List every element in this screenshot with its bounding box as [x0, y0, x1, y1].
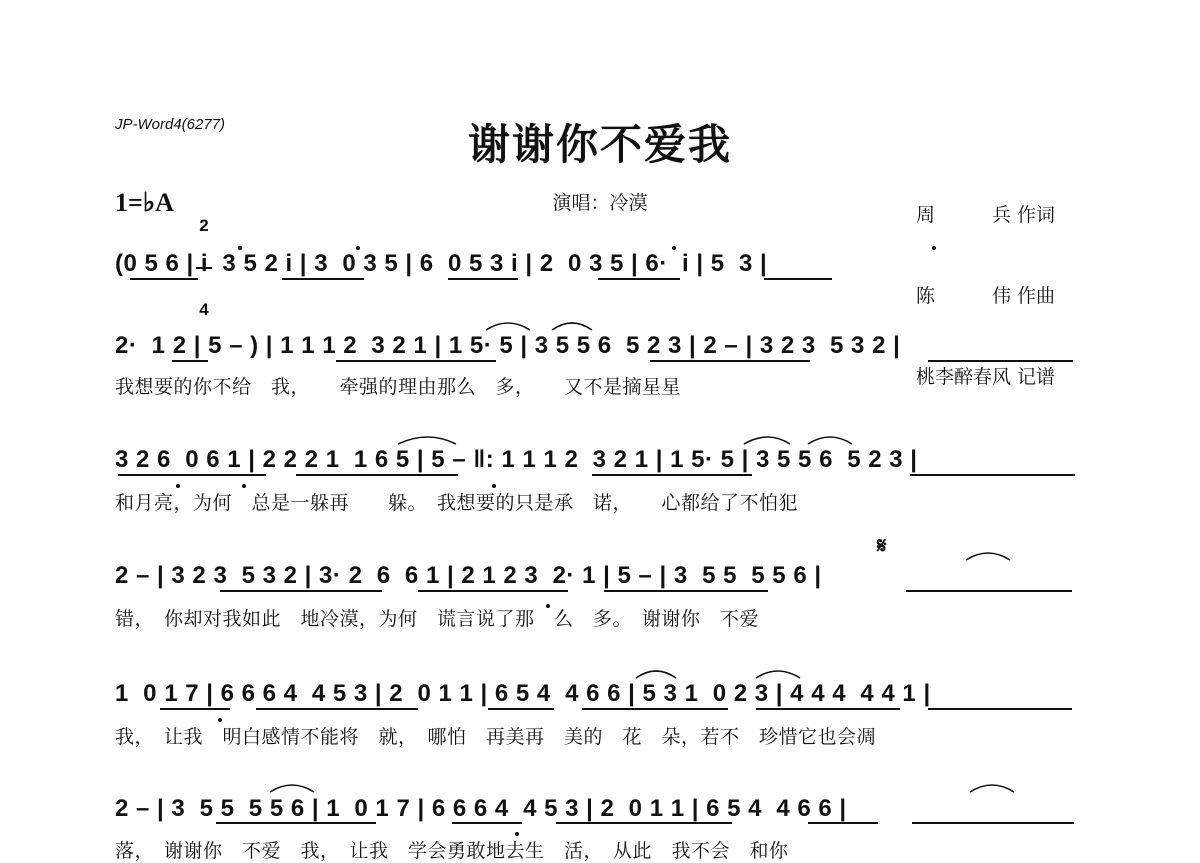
octave-dot	[218, 718, 222, 722]
time-signature-top: 2	[199, 216, 209, 235]
octave-dot	[238, 246, 242, 250]
octave-dot	[176, 484, 180, 488]
slur-arc	[808, 437, 852, 444]
slur-arc	[398, 437, 456, 444]
segno-sign: 𝄋	[877, 534, 887, 559]
lyricist-credit: 周 兵 作词	[916, 204, 1056, 226]
notation-line-3: 3 2 6 0 6 1 | 2 2 2 1 1 6 5 | 5 – ‖: 1 1 1 2 3 2 1 | 1 5· 5 | 3 5 5 6 5 2 3 |	[115, 446, 918, 473]
octave-dot	[672, 246, 676, 250]
octave-dot	[546, 604, 550, 608]
lyric-line-3: 和月亮，为何 总是一躲再 躲。 我想要的只是承 诺， 心都给了不怕犯	[115, 492, 799, 514]
octave-dot	[242, 484, 246, 488]
slur-arc	[966, 553, 1010, 560]
slur-arc	[636, 671, 676, 678]
key-signature: 1=♭A	[115, 188, 174, 217]
notation-line-2: 2· 1 2 | 5 – ) | 1 1 1 2 3 2 1 | 1 5· 5 | 3 5 5 6 5 2 3 | 2 – | 3 2 3 5 3 2 |	[115, 332, 901, 359]
singer-credit: 演唱：冷漠	[552, 192, 648, 214]
lyric-line-5: 我， 让我 明白感情不能将 就， 哪怕 再美再 美的 花 朵，若不 珍惜它也会凋	[115, 726, 877, 748]
lyric-line-2: 我想要的你不给 我， 牵强的理由那么 多， 又不是摘星星	[115, 376, 682, 398]
lyric-line-4: 错， 你却对我如此 地冷漠，为何 谎言说了那 么 多。 谢谢你 不爱	[115, 608, 760, 630]
lyric-line-6: 落， 谢谢你 不爱 我， 让我 学会勇敢地去生 活， 从此 我不会 和你	[115, 840, 789, 862]
source-tag: JP-Word4(6277)	[115, 116, 226, 133]
notation-line-1: (0 5 6 | i 3 5 2 i | 3 0 3 5 | 6 0 5 3 i | 2 0 3 5 | 6· i | 5 3 |	[115, 250, 768, 277]
transcriber-credit: 桃李醉春风 记谱	[916, 366, 1056, 388]
octave-dot	[492, 484, 496, 488]
notation-line-5: 1 0 1 7 | 6 6 6 4 4 5 3 | 2 0 1 1 | 6 5 4 4 6 6 | 5 3 1 0 2 3 | 4 4 4 4 4 1 |	[115, 680, 931, 707]
slur-arc	[756, 671, 800, 678]
song-title: 谢谢你不爱我	[467, 120, 732, 169]
octave-dot	[356, 246, 360, 250]
notation-line-6: 2 – | 3 5 5 5 5 6 | 1 0 1 7 | 6 6 6 4 4 5 3 | 2 0 1 1 | 6 5 4 4 6 6 |	[115, 795, 847, 822]
octave-dot	[932, 246, 936, 250]
slur-arc	[970, 785, 1014, 792]
composer-credit: 陈 伟 作曲	[916, 285, 1056, 307]
octave-dot	[515, 832, 519, 836]
slur-arc	[270, 785, 314, 792]
slur-arc	[552, 323, 592, 330]
time-signature-bottom: 4	[199, 300, 209, 319]
slur-arc	[744, 437, 790, 444]
slur-arc	[486, 323, 530, 330]
notation-line-4: 2 – | 3 2 3 5 3 2 | 3· 2 6 6 1 | 2 1 2 3 2· 1 | 5 – | 3 5 5 5 5 6 |	[115, 562, 822, 589]
